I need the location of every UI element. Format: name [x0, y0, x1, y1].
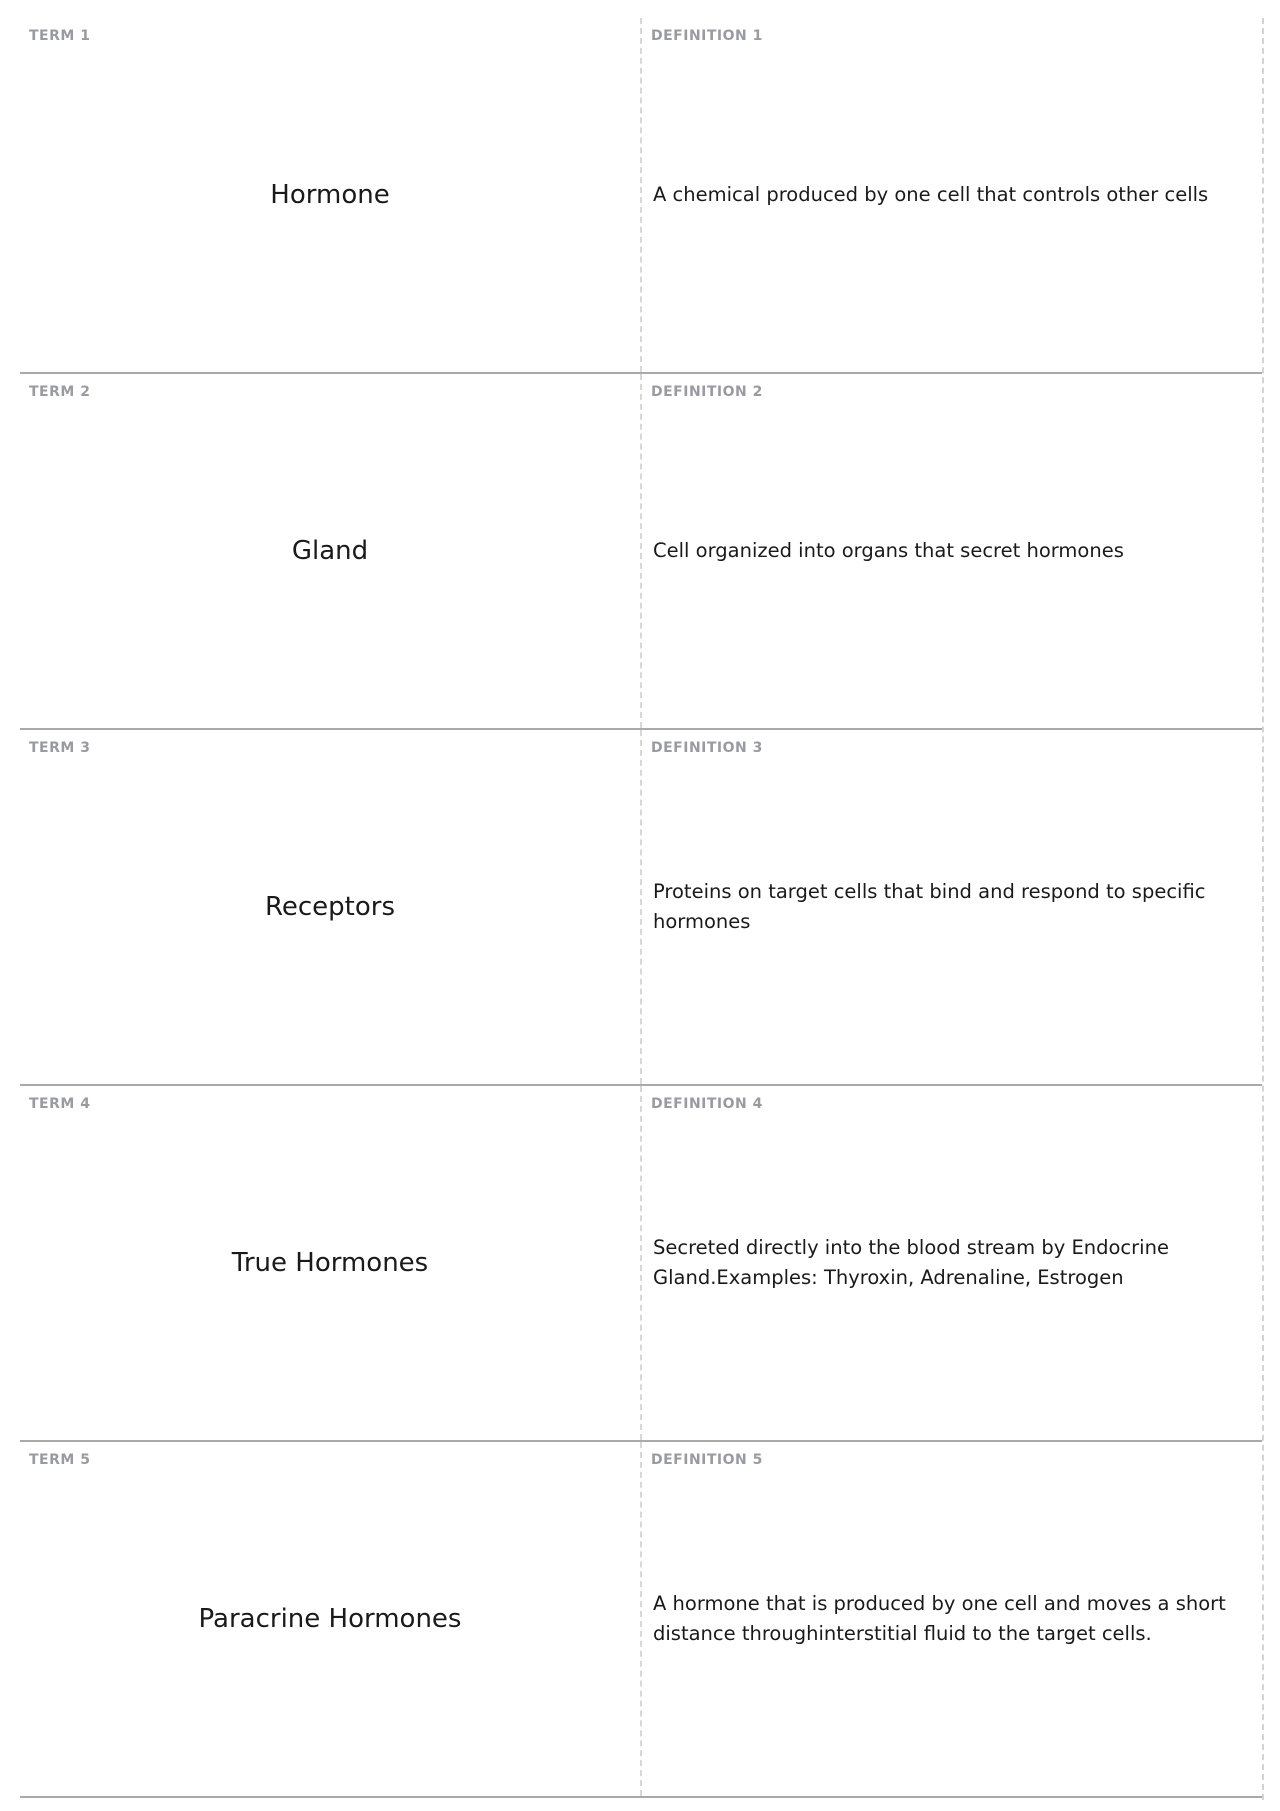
definition-cell	[642, 374, 1262, 728]
term-label: TERM 2	[29, 384, 91, 400]
flashcard-row	[20, 1442, 1262, 1798]
flashcard-row	[20, 18, 1262, 374]
flashcard-row	[20, 730, 1262, 1086]
term-text: Hormone	[270, 180, 390, 210]
definition-cell	[642, 18, 1262, 372]
term-label: TERM 5	[29, 1452, 91, 1468]
term-label: TERM 4	[29, 1096, 91, 1112]
definition-text: Cell organized into organs that secret hormones	[653, 539, 1124, 562]
definition-label: DEFINITION 5	[651, 1452, 763, 1468]
term-cell	[20, 18, 642, 372]
definition-text: Proteins on target cells that bind and respond to specific hormones	[653, 880, 1206, 933]
definition-cell	[642, 730, 1262, 1084]
term-cell	[20, 1442, 642, 1796]
definition-cell	[642, 1442, 1262, 1796]
term-text: True Hormones	[231, 1248, 429, 1278]
definition-text: Secreted directly into the blood stream by Endocrine Gland.Examples: Thyroxin, Adrenaline, Estrogen	[653, 1236, 1169, 1289]
term-label: TERM 1	[29, 28, 91, 44]
definition-label: DEFINITION 2	[651, 384, 763, 400]
definition-label: DEFINITION 4	[651, 1096, 763, 1112]
term-text: Gland	[291, 536, 369, 566]
term-cell	[20, 730, 642, 1084]
definition-cell	[642, 1086, 1262, 1440]
definition-text: A hormone that is produced by one cell and moves a short distance throughinterstitial fluid to the target cells.	[653, 1592, 1226, 1645]
flashcard-row	[20, 1086, 1262, 1442]
flashcard-sheet	[20, 18, 1264, 1800]
flashcard-row	[20, 374, 1262, 730]
definition-text: A chemical produced by one cell that controls other cells	[653, 183, 1209, 206]
term-cell	[20, 1086, 642, 1440]
term-cell	[20, 374, 642, 728]
definition-label: DEFINITION 3	[651, 740, 763, 756]
definition-label: DEFINITION 1	[651, 28, 763, 44]
term-label: TERM 3	[29, 740, 91, 756]
term-text: Receptors	[264, 892, 396, 922]
term-text: Paracrine Hormones	[198, 1604, 462, 1634]
